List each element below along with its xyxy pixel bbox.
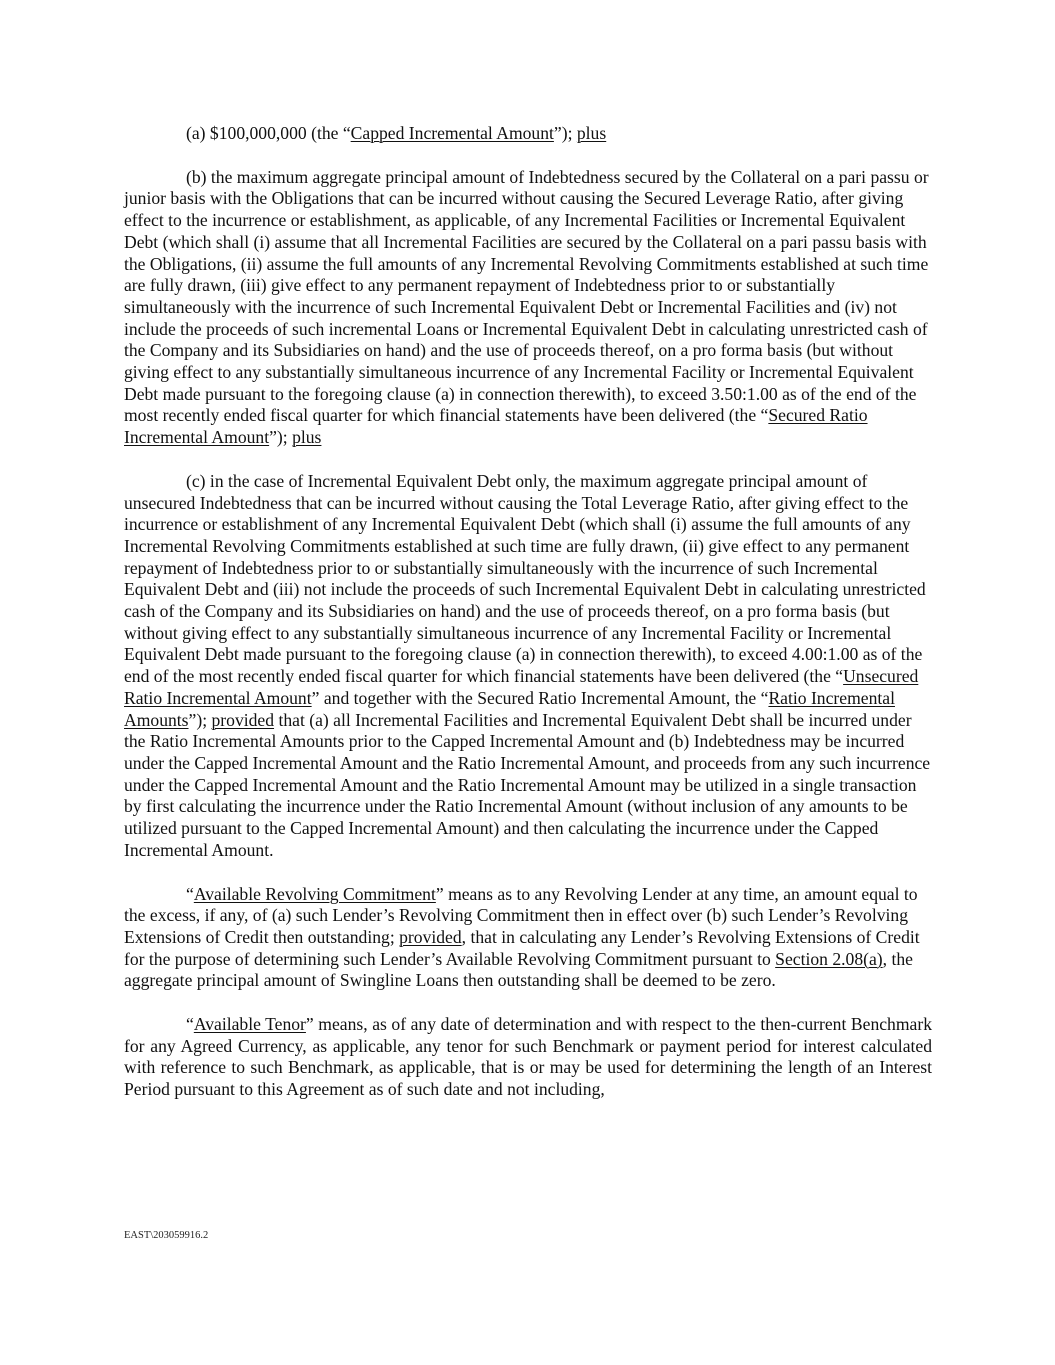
clause-c-text: (c) in the case of Incremental Equivalent Debt only, the maximum aggregate principal amount of unsecured Indebtedness that can be incurred without causing the Total Leverage Ratio, after giving effect to the incurrence or establishment of any Incremental Equivalent Debt (which shall (i) assume the full amounts of any Incremental Revolving Commitments established at such time are fully drawn, (ii) give effect to any permanent repayment of Indebtedness prior to or substantially simultaneously with the incurrence of such Incremental Equivalent Debt and (iii) not include the proceeds of such Incremental Equivalent Debt in calculating unrestricted cash of the Company and its Subsidiaries on hand) and the use of proceeds thereof, on a pro forma basis (but without giving effect to any substantially simultaneous incurrence of any Incremental Facility or Incremental Equivalent Debt made pursuant to the foregoing clause (a) in connection therewith), to exceed 4.00:1.00 as of the end of the most recently ended fiscal quarter for which financial statements have been delivered (the “ — [124, 470, 926, 687]
clause-c-paragraph — [124, 471, 932, 862]
definition-at-text: ” means, as of any date of determination and with respect to the then-current Benchmark for any Agreed Currency, as applicable, any tenor for such Benchmark or payment period for interest calculated with reference to such Benchmark, as applicable, that is or may be used for determining the length of an Interest Period pursuant to this Agreement as of such date and not including, — [124, 1014, 932, 1100]
clause-a-closing: ”); — [553, 123, 577, 143]
definition-arc-closing: , the aggregate principal amount of Swingline Loans then outstanding shall be deemed to be zero. — [124, 948, 913, 991]
definition-available-tenor — [124, 1014, 932, 1101]
definition-available-revolving-commitment — [124, 884, 932, 993]
defined-term-capped-incremental-amount: Capped Incremental Amount — [350, 123, 554, 143]
provided-connector: provided — [211, 709, 275, 730]
open-quote: “ — [186, 883, 194, 904]
defined-term-ratio-incremental-amounts: Ratio Incremental Amounts — [124, 687, 895, 730]
clause-b-text: (b) the maximum aggregate principal amount of Indebtedness secured by the Collateral on a pari passu or junior basis with the Obligations that can be incurred without causing the Secured Leverage Ratio, after giving effect to the incurrence or establishment, as applicable, of any Incremental Facilities or Incremental Equivalent Debt (which shall (i) assume that all Incremental Facilities are secured by the Collateral on a pari passu basis with the Obligations, (ii) assume the full amounts of any Incremental Revolving Commitments established at such time are fully drawn, (iii) give effect to any permanent repayment of Indebtedness prior to or substantially simultaneously with the incurrence of such Incremental Equivalent Debt or Incremental Facilities and (iv) not include the proceeds of such incremental Loans or Incremental Equivalent Debt in calculating unrestricted cash of the Company and its Subsidiaries on hand) and the use of proceeds thereof, on a pro forma basis (but without giving effect to any substantially simultaneous incurrence of any Incremental Facility or Incremental Equivalent Debt made pursuant to the foregoing clause (a) in connection therewith), to exceed 3.50:1.00 as of the end of the most recently ended fiscal quarter for which financial statements have been delivered (the “ — [124, 166, 929, 426]
defined-term-available-tenor: Available Tenor — [193, 1014, 306, 1035]
clause-c-closing: ”); — [188, 709, 212, 730]
provided-connector: provided — [399, 926, 462, 947]
clause-a-text: (a) $100,000,000 (the “ — [186, 123, 351, 143]
definition-arc-proviso: , that in calculating any Lender’s Revolving Extensions of Credit for the purpose of determining such Lender’s Available Revolving Commitment pursuant to — [124, 926, 920, 969]
clause-a-paragraph — [124, 123, 932, 145]
defined-term-available-revolving-commitment: Available Revolving Commitment — [193, 883, 436, 904]
clause-b-closing: ”); — [269, 427, 293, 448]
definition-arc-text: ” means as to any Revolving Lender at any time, an amount equal to the excess, if any, of (a) such Lender’s Revolving Commitment then in effect over (b) such Lender’s Revolving Extensions of Credit then outstanding; — [124, 883, 918, 947]
document-page — [124, 123, 932, 1123]
defined-term-secured-ratio-incremental-amount: Secured Ratio Incremental Amount — [124, 405, 868, 448]
plus-connector: plus — [292, 427, 322, 448]
defined-term-unsecured-ratio-incremental-amount: Unsecured Ratio Incremental Amount — [124, 666, 919, 708]
section-reference-2-08a: Section 2.08(a) — [775, 948, 883, 969]
document-footer-id: EAST\203059916.2 — [124, 1230, 209, 1241]
plus-connector: plus — [576, 123, 607, 143]
clause-c-middle: ” and together with the Secured Ratio Incremental Amount, the “ — [311, 687, 769, 708]
clause-b-paragraph — [124, 167, 932, 449]
open-quote: “ — [186, 1014, 194, 1035]
clause-c-proviso: that (a) all Incremental Facilities and Incremental Equivalent Debt shall be incurred under the Ratio Incremental Amounts prior to the Capped Incremental Amount and (b) Indebtedness may be incurred under the Capped Incremental Amount and the Ratio Incremental Amount, and proceeds from any such incurrence under the Capped Incremental Amount and the Ratio Incremental Amount may be utilized in a single transaction by first calculating the incurrence under the Ratio Incremental Amount (without inclusion of any amounts to be utilized pursuant to the Capped Incremental Amount) and then calculating the incurrence under the Capped Incremental Amount. — [124, 709, 931, 860]
